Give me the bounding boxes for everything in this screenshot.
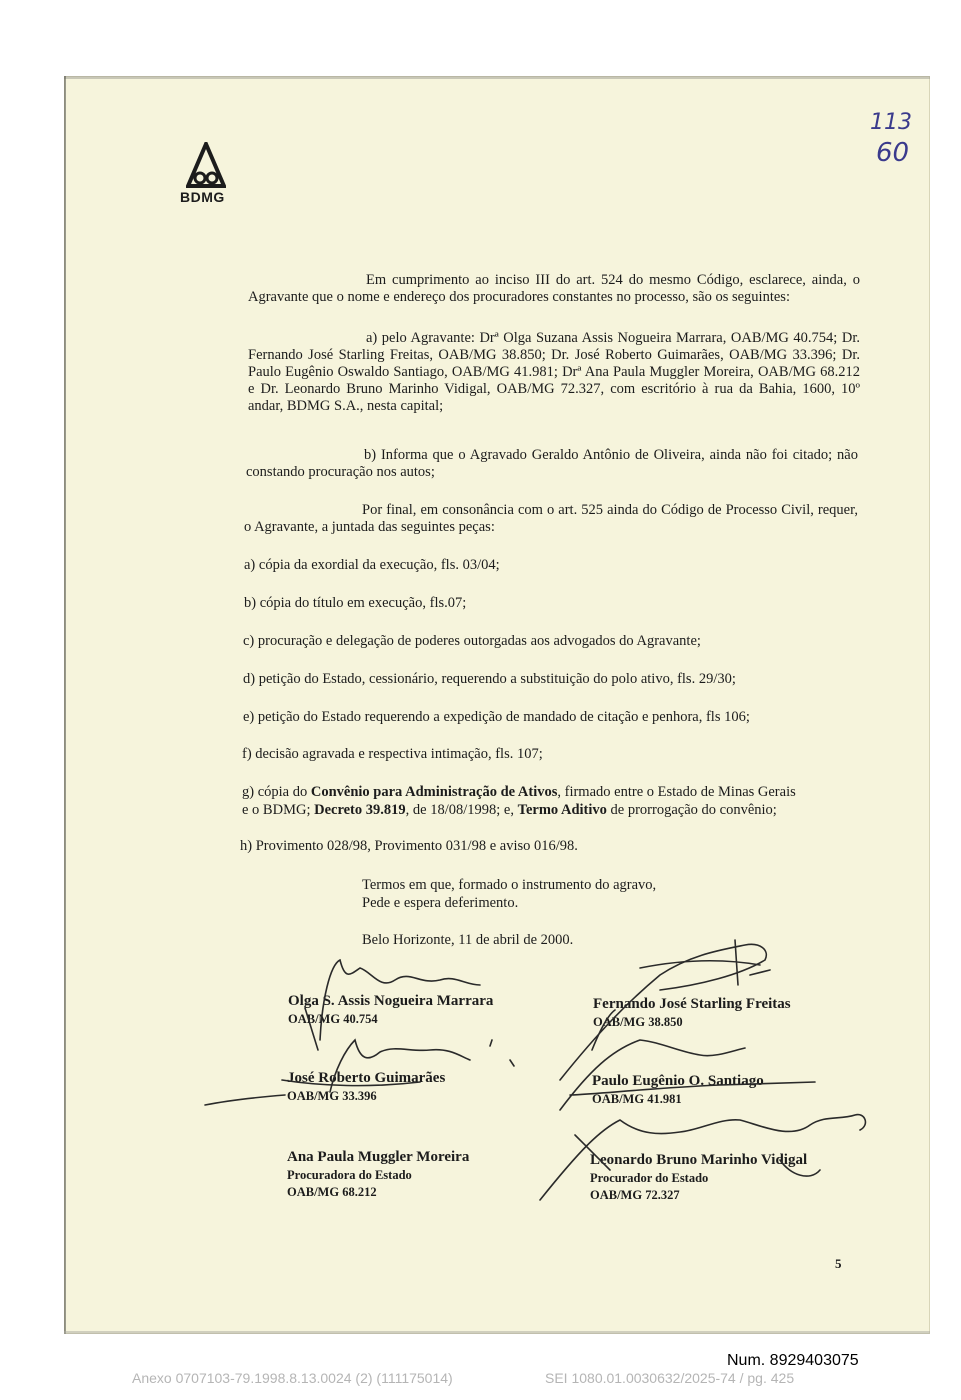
handwritten-page-number: 113 bbox=[870, 110, 912, 135]
piece-g-text: de prorrogação do convênio; bbox=[606, 802, 777, 818]
signatory-name: José Roberto Guimarães bbox=[287, 1070, 446, 1086]
signatory-oab: OAB/MG 72.327 bbox=[590, 1188, 680, 1202]
piece-g-bold: Convênio para Administração de Ativos bbox=[310, 784, 558, 800]
piece-g-text: , firmado entre o Estado de Minas Gerais bbox=[557, 784, 796, 800]
piece-g-text: g) cópia do bbox=[242, 784, 311, 800]
piece-e: e) petição do Estado requerendo a expedição de mandado de citação e penhora, fls 106; bbox=[243, 709, 750, 725]
piece-g-line1 bbox=[242, 784, 796, 801]
scan-edge bbox=[64, 76, 66, 1334]
piece-g-text: e o BDMG; bbox=[242, 802, 315, 818]
signatory-oab: OAB/MG 41.981 bbox=[592, 1092, 682, 1106]
piece-f: f) decisão agravada e respectiva intimação, fls. 107; bbox=[242, 746, 543, 762]
bdmg-logo bbox=[176, 142, 236, 216]
final-paragraph: Por final, em consonância com o art. 525 ainda do Código de Processo Civil, requer, o Agravante, a juntada das seguintes peças: bbox=[244, 502, 858, 535]
signatory-name: Paulo Eugênio O. Santiago bbox=[592, 1073, 764, 1089]
scan-edge bbox=[64, 1331, 930, 1334]
signatory-name: Leonardo Bruno Marinho Vidigal bbox=[590, 1152, 808, 1168]
closing-line-2: Pede e espera deferimento. bbox=[362, 895, 519, 911]
piece-b: b) cópia do título em execução, fls.07; bbox=[244, 595, 467, 611]
handwritten-page-number: 60 bbox=[876, 138, 910, 168]
item-b-paragraph: b) Informa que o Agravado Geraldo Antônio de Oliveira, ainda não foi citado; não constando procuração nos autos; bbox=[246, 447, 858, 480]
signatory-role: Procuradora do Estado bbox=[287, 1168, 412, 1182]
intro-paragraph: Em cumprimento ao inciso III do art. 524 do mesmo Código, esclarece, ainda, o Agravante que o nome e endereço dos procuradores constantes no processo, são os seguintes: bbox=[248, 272, 860, 305]
logo-text: BDMG bbox=[180, 189, 225, 205]
piece-d: d) petição do Estado, cessionário, requerendo a substituição do polo ativo, fls. 29/30; bbox=[243, 671, 736, 687]
item-a-paragraph: a) pelo Agravante: Drª Olga Suzana Assis Nogueira Marrara, OAB/MG 40.754; Dr. Fernando José Starling Freitas, OAB/MG 38.850; Dr. José Roberto Guimarães, OAB/MG 33.396; Dr. Paulo Eugênio Oswaldo Santiago, OAB/MG 41.981; Drª Ana Paula Muggler Moreira, OAB/MG 68.212 e Dr. Leonardo Bruno Marinho Vidigal, OAB/MG 72.327, com escritório à rua da Bahia, 1600, 10º andar, BDMG S.A., nesta capital; bbox=[248, 330, 860, 414]
signatory-oab: OAB/MG 40.754 bbox=[288, 1012, 378, 1026]
piece-g-line2 bbox=[242, 802, 777, 819]
signatory-name: Fernando José Starling Freitas bbox=[593, 996, 791, 1012]
closing-line-1: Termos em que, formado o instrumento do agravo, bbox=[362, 877, 657, 893]
place-date: Belo Horizonte, 11 de abril de 2000. bbox=[362, 932, 574, 948]
sei-reference: SEI 1080.01.0030632/2025-74 / pg. 425 bbox=[545, 1370, 795, 1386]
signatory-name: Ana Paula Muggler Moreira bbox=[287, 1149, 470, 1165]
scanned-document bbox=[64, 76, 930, 1334]
piece-h: h) Provimento 028/98, Provimento 031/98 e aviso 016/98. bbox=[240, 838, 578, 854]
annex-reference: Anexo 0707103-79.1998.8.13.0024 (2) (111175014) bbox=[132, 1370, 453, 1386]
signatory-oab: OAB/MG 33.396 bbox=[287, 1089, 377, 1103]
bdmg-triangle-icon bbox=[186, 142, 226, 188]
piece-g-bold: Decreto 39.819 bbox=[314, 802, 406, 818]
piece-c: c) procuração e delegação de poderes outorgadas aos advogados do Agravante; bbox=[243, 633, 701, 649]
signatory-oab: OAB/MG 68.212 bbox=[287, 1185, 377, 1199]
signatory-role: Procurador do Estado bbox=[590, 1171, 709, 1185]
page-number: 5 bbox=[835, 1256, 842, 1271]
piece-g-bold: Termo Aditivo bbox=[517, 802, 607, 818]
signatory-name: Olga S. Assis Nogueira Marrara bbox=[288, 993, 494, 1009]
signatory-oab: OAB/MG 38.850 bbox=[593, 1015, 683, 1029]
piece-g-text: , de 18/08/1998; e, bbox=[405, 802, 518, 818]
document-number: Num. 8929403075 bbox=[727, 1352, 859, 1369]
piece-a: a) cópia da exordial da execução, fls. 03/04; bbox=[244, 557, 500, 573]
scan-edge bbox=[64, 76, 930, 79]
